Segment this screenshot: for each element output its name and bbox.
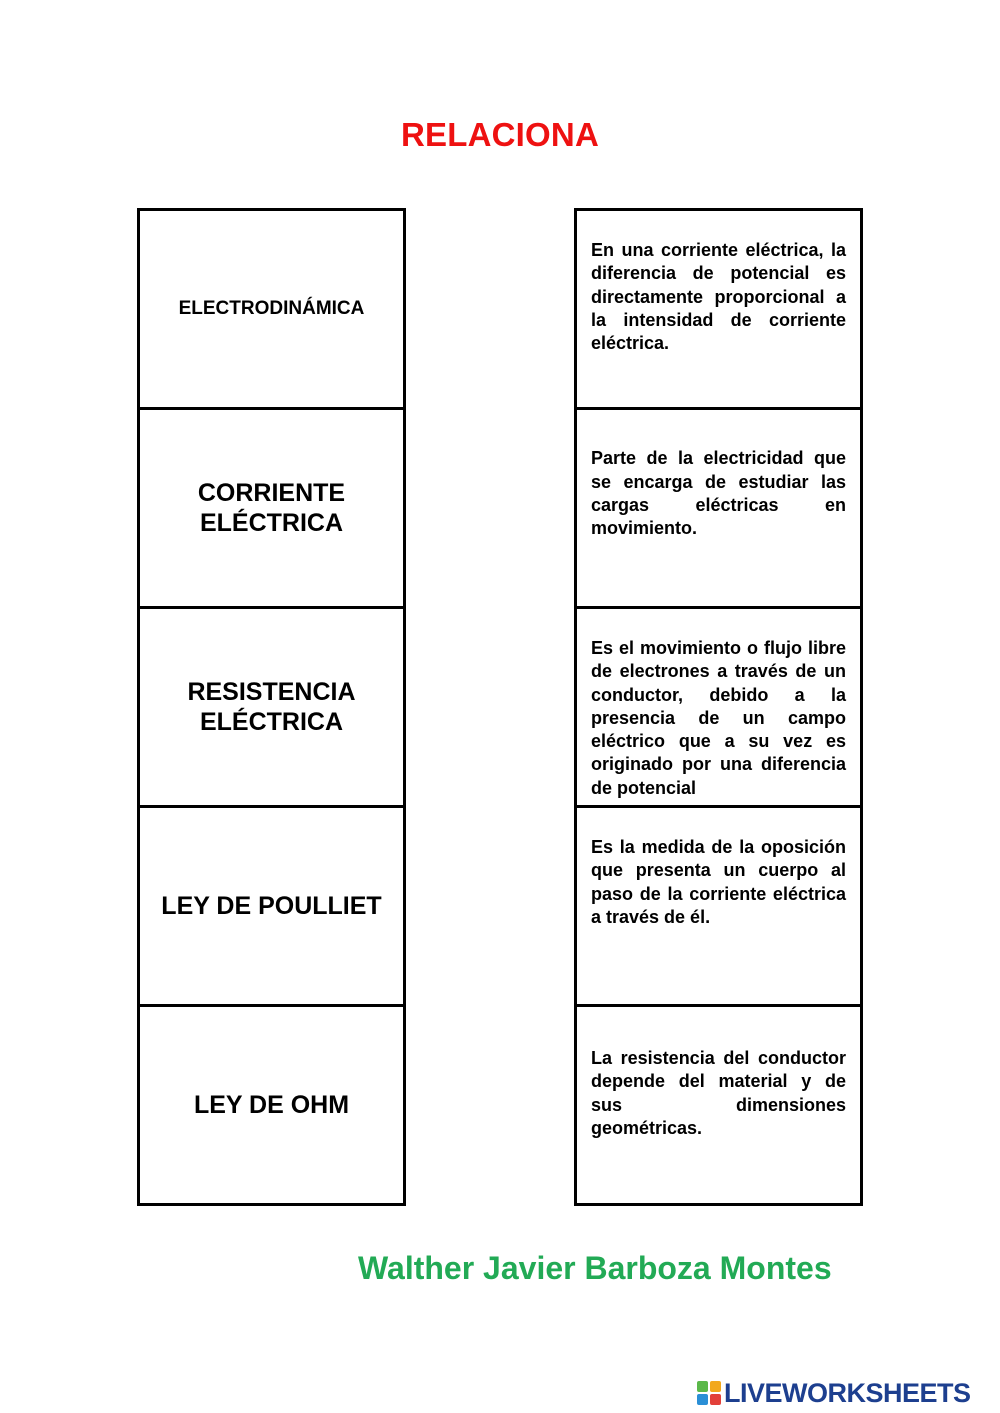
terms-column	[137, 208, 406, 1206]
definition-cell[interactable]	[577, 211, 860, 410]
term-label: RESISTENCIA ELÉCTRICA	[187, 678, 356, 736]
term-cell[interactable]	[140, 609, 403, 808]
term-cell[interactable]	[140, 211, 403, 410]
term-label: LEY DE OHM	[193, 1091, 350, 1119]
liveworksheets-logo-icon	[697, 1381, 721, 1405]
term-label: CORRIENTE ELÉCTRICA	[197, 479, 346, 537]
logo-text: LIVEWORKSHEETS	[724, 1377, 971, 1408]
term-cell[interactable]	[140, 808, 403, 1007]
term-cell[interactable]	[140, 1007, 403, 1203]
definition-cell[interactable]	[577, 609, 860, 808]
liveworksheets-logo	[697, 1378, 971, 1408]
definition-text: Parte de la electricidad que se encarga de estudiar las cargas eléctricas en movimiento.	[591, 448, 846, 539]
definition-text: La resistencia del conductor depende del material y de sus dimensiones geométricas.	[591, 1048, 846, 1138]
definition-text: En una corriente eléctrica, la diferencia de potencial es directamente proporcional a la intensidad de corriente eléctrica.	[591, 240, 846, 354]
definition-text: Es el movimiento o flujo libre de electrones a través de un conductor, debido a la presencia de un campo eléctrico que a su vez es originado por una diferencia de potencial	[591, 638, 846, 798]
term-label: ELECTRODINÁMICA	[178, 298, 365, 319]
definition-cell[interactable]	[577, 1007, 860, 1203]
author-name: Walther Javier Barboza Montes	[358, 1250, 832, 1286]
term-label: LEY DE POULLIET	[161, 892, 382, 920]
worksheet-title: RELACIONA	[401, 116, 599, 153]
definition-cell[interactable]	[577, 410, 860, 609]
definition-text: Es la medida de la oposición que presenta un cuerpo al paso de la corriente eléctrica a través de él.	[591, 837, 846, 927]
term-cell[interactable]	[140, 410, 403, 609]
definitions-column	[574, 208, 863, 1206]
definition-cell[interactable]	[577, 808, 860, 1007]
